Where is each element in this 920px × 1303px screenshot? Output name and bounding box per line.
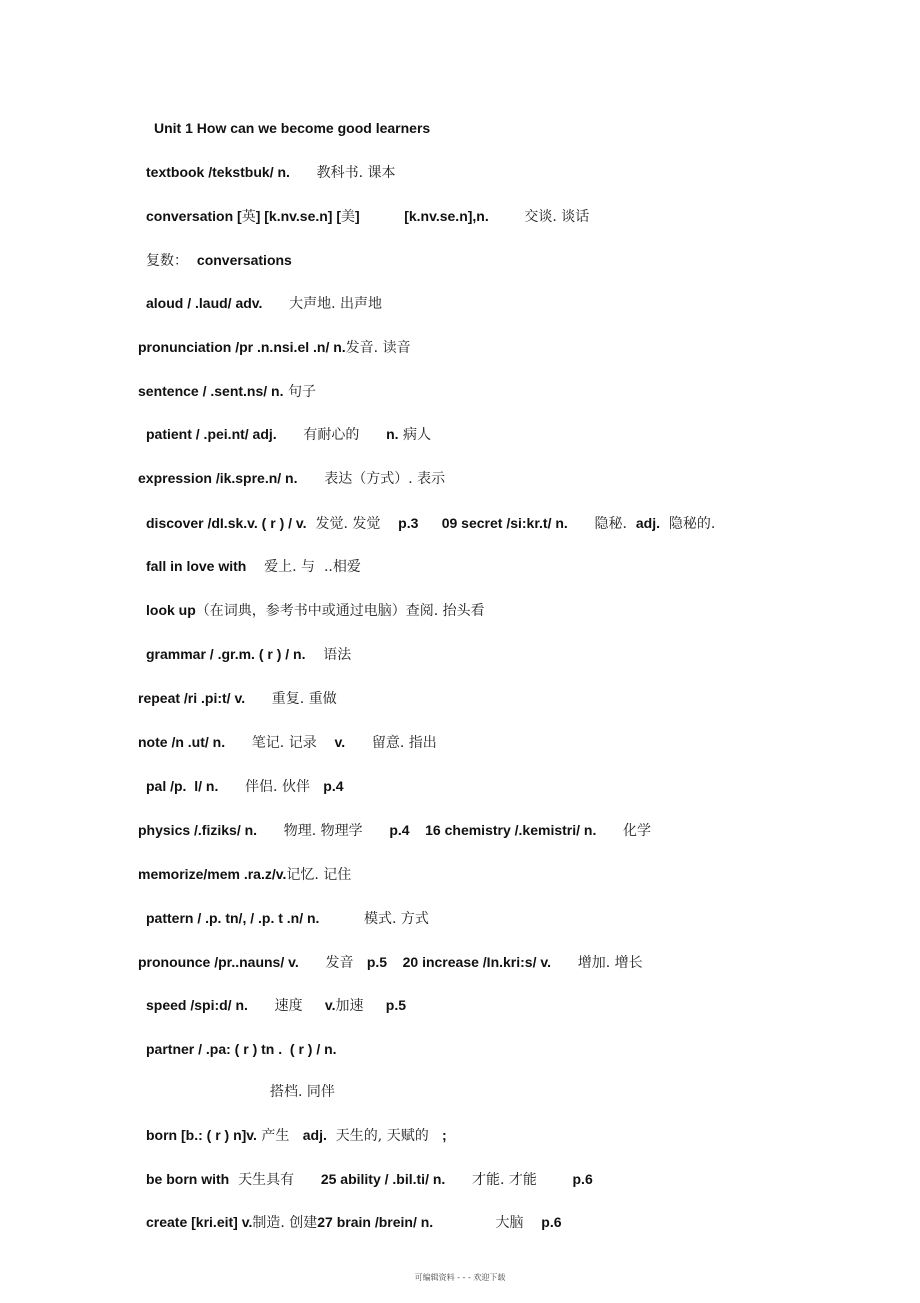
entry-term: p.4 16 chemistry /.kemistri/ n. — [389, 822, 597, 838]
entry-gloss: 留意. 指出 — [345, 735, 437, 751]
vocabulary-entry — [146, 645, 351, 664]
entry-term: note /n .ut/ n. — [138, 734, 226, 750]
vocabulary-entry — [270, 1082, 335, 1101]
entry-gloss: 病人 — [398, 427, 431, 443]
entry-term: sentence / .sent.ns/ n. — [138, 383, 284, 399]
entry-gloss: 速度 — [247, 998, 325, 1014]
entry-term: patient / .pei.nt/ adj. — [146, 426, 277, 442]
vocabulary-entry — [146, 1040, 337, 1058]
entry-term: look up — [146, 602, 196, 618]
entry-term: partner / .pa: ( r ) tn . ( r ) / n. — [146, 1041, 337, 1057]
entry-term: be born with — [146, 1171, 230, 1187]
entry-gloss: 加速 — [335, 998, 386, 1014]
entry-gloss: 美 — [341, 209, 356, 225]
entry-term: p.4 — [323, 778, 344, 794]
entry-gloss: 搭档. 同伴 — [270, 1084, 335, 1100]
vocabulary-entry — [138, 821, 651, 840]
vocabulary-entry — [146, 777, 344, 796]
entry-gloss: 重复. 重做 — [245, 691, 337, 707]
entry-gloss: 英 — [241, 209, 256, 225]
vocabulary-entry — [146, 294, 382, 313]
entry-gloss: 产生 — [256, 1128, 303, 1144]
entry-gloss: 天生具有 — [229, 1172, 321, 1188]
entry-gloss: 大脑 — [433, 1215, 542, 1231]
entry-term: conversations — [196, 252, 292, 268]
entry-term: pal /p. l/ n. — [146, 778, 219, 794]
entry-gloss: 教科书. 课本 — [289, 165, 396, 181]
entry-term: p.6 — [572, 1171, 593, 1187]
page-footer: 可编辑资料 - - - 欢迎下载 — [414, 1273, 506, 1282]
vocabulary-entry — [146, 557, 361, 576]
entry-gloss: 笔记. 记录 — [225, 735, 335, 751]
entry-gloss: 发音. 读音 — [345, 340, 411, 356]
vocabulary-entry — [146, 251, 292, 270]
entry-gloss: 记忆. 记住 — [286, 867, 352, 883]
vocabulary-entry — [146, 1213, 562, 1232]
vocabulary-entry — [138, 689, 337, 708]
entry-term: textbook /tekstbuk/ n. — [146, 164, 290, 180]
entry-gloss: 隐秘的. — [659, 516, 716, 532]
entry-term: p.3 09 secret /si:kr.t/ n. — [398, 515, 568, 531]
entry-term: p.5 — [385, 997, 406, 1013]
entry-term: v. — [334, 734, 346, 750]
vocabulary-entry — [146, 514, 715, 533]
entry-term: p.6 — [541, 1214, 562, 1230]
vocabulary-entry — [138, 469, 445, 488]
vocabulary-entry — [138, 382, 316, 401]
entry-term: 25 ability / .bil.ti/ n. — [320, 1171, 446, 1187]
entry-term: born [b.: ( r ) n]v. — [146, 1127, 257, 1143]
entry-gloss: （在词典，参考书中或通过电脑）查阅. 抬头看 — [195, 603, 485, 619]
entry-term: ] [k.nv.se.n] [ — [255, 208, 342, 224]
entry-gloss: 化学 — [596, 823, 652, 839]
entry-term: speed /spi:d/ n. — [146, 997, 248, 1013]
vocabulary-entry — [146, 909, 429, 928]
entry-term: ] — [355, 208, 360, 224]
entry-term: repeat /ri .pi:t/ v. — [138, 690, 246, 706]
entry-gloss — [360, 209, 405, 225]
vocabulary-entry — [138, 733, 437, 752]
entry-gloss: 物理. 物理学 — [257, 823, 390, 839]
vocabulary-entry — [138, 865, 351, 884]
entry-term: discover /dI.sk.v. ( r ) / v. — [146, 515, 307, 531]
entry-gloss: 大声地. 出声地 — [262, 296, 383, 312]
entry-term: grammar / .gr.m. ( r ) / n. — [146, 646, 306, 662]
vocabulary-entry — [146, 601, 485, 620]
vocabulary-entry — [138, 338, 411, 357]
entry-term: adj. — [302, 1127, 327, 1143]
entry-term: fall in love with — [146, 558, 247, 574]
entry-term: expression /ik.spre.n/ n. — [138, 470, 298, 486]
entry-term: pronunciation /pr .n.nsi.el .n/ n. — [138, 339, 346, 355]
vocabulary-entry — [146, 1126, 447, 1145]
entry-gloss: 才能. 才能 — [445, 1172, 573, 1188]
entry-term: 27 brain /brein/ n. — [317, 1214, 434, 1230]
entry-term: aloud / .laud/ adv. — [146, 295, 263, 311]
vocabulary-entry — [146, 425, 431, 444]
entry-term: n. — [386, 426, 399, 442]
entry-term: ; — [442, 1127, 447, 1143]
entry-gloss: 爱上. 与 ..相爱 — [246, 559, 361, 575]
entry-gloss: 发觉. 发觉 — [306, 516, 399, 532]
vocabulary-entry — [138, 953, 643, 972]
entry-gloss: 表达（方式）. 表示 — [297, 471, 446, 487]
entry-gloss: 语法 — [305, 647, 352, 663]
entry-term: physics /.fiziks/ n. — [138, 822, 258, 838]
entry-term: pronounce /pr..nauns/ v. — [138, 954, 299, 970]
entry-term: pattern / .p. tn/, / .p. t .n/ n. — [146, 910, 320, 926]
entry-term: create [kri.eit] v. — [146, 1214, 253, 1230]
entry-term: v. — [324, 997, 336, 1013]
entry-term: memorize/mem .ra.z/v. — [138, 866, 287, 882]
entry-gloss: 增加. 增长 — [551, 955, 643, 971]
entry-gloss: 有耐心的 — [276, 427, 387, 443]
entry-gloss: 复数： — [146, 253, 197, 269]
entry-gloss: 发音 — [298, 955, 367, 971]
entry-gloss: 句子 — [283, 384, 316, 400]
page-title: Unit 1 How can we become good learners — [154, 120, 431, 136]
vocabulary-entry — [146, 1170, 593, 1189]
entry-term: [k.nv.se.n],n. — [404, 208, 489, 224]
entry-gloss: 天生的, 天赋的 — [326, 1128, 443, 1144]
vocabulary-entry — [146, 996, 406, 1015]
vocabulary-entry — [146, 163, 396, 182]
entry-gloss: 模式. 方式 — [319, 911, 429, 927]
entry-gloss: 伴侣. 伙伴 — [218, 779, 324, 795]
entry-gloss: 制造. 创建 — [252, 1215, 318, 1231]
entry-gloss: 隐秘. — [567, 516, 636, 532]
entry-term: adj. — [635, 515, 660, 531]
entry-term: p.5 20 increase /In.kri:s/ v. — [366, 954, 551, 970]
entry-gloss: 交谈. 谈话 — [488, 209, 590, 225]
vocabulary-entry — [146, 207, 589, 226]
entry-term: conversation [ — [146, 208, 242, 224]
